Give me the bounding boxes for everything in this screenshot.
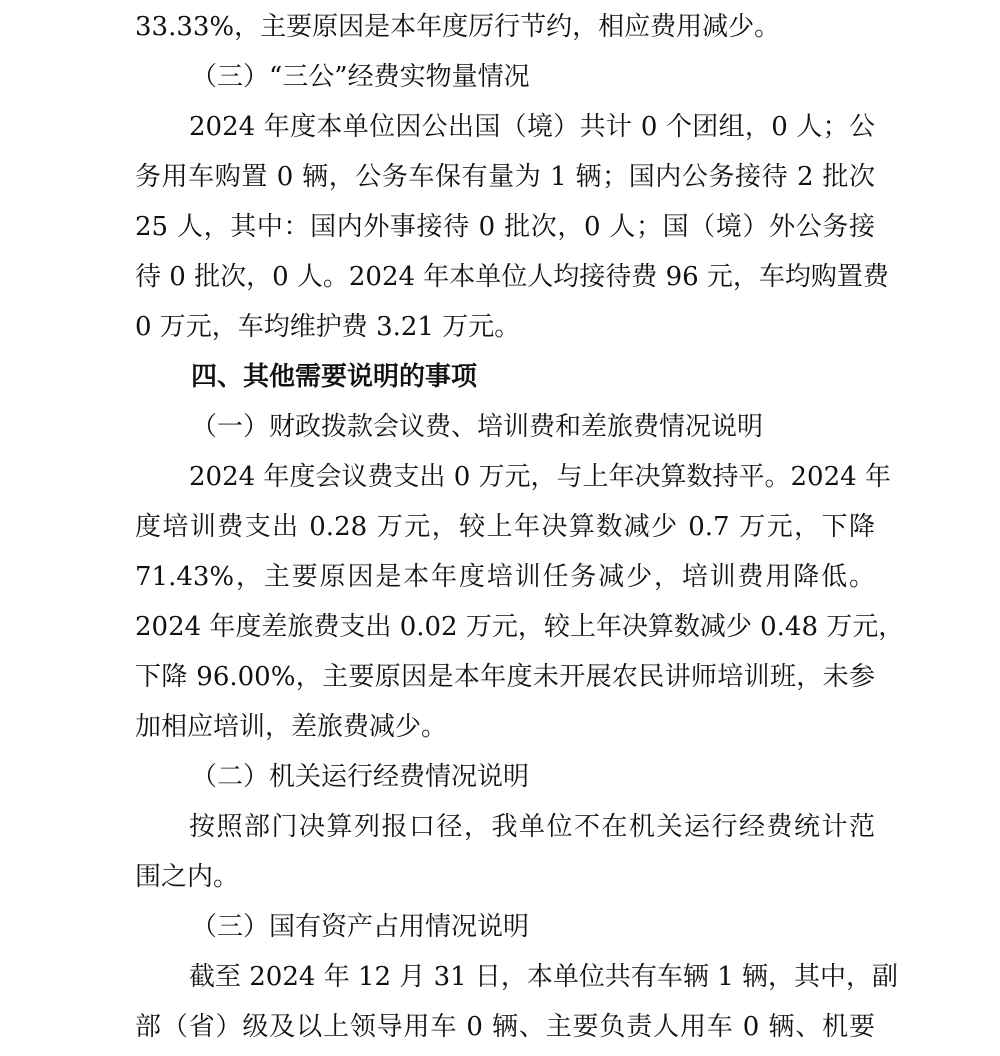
paragraph-line: 截至 2024 年 12 月 31 日，本单位共有车辆 1 辆，其中，副 [189, 962, 898, 992]
section-subheading: （一）财政拨款会议费、培训费和差旅费情况说明 [191, 412, 764, 442]
paragraph-line: 务用车购置 0 辆，公务车保有量为 1 辆；国内公务接待 2 批次 [135, 162, 875, 192]
paragraph-line: 0 万元，车均维护费 3.21 万元。 [135, 312, 521, 342]
section-subheading: （二）机关运行经费情况说明 [191, 762, 530, 792]
paragraph-line: 25 人，其中：国内外事接待 0 批次，0 人；国（境）外公务接 [135, 212, 875, 242]
paragraph-line: 33.33%，主要原因是本年度厉行节约，相应费用减少。 [135, 12, 781, 42]
paragraph-line: 度培训费支出 0.28 万元，较上年决算数减少 0.7 万元，下降 [135, 512, 875, 542]
paragraph-line: 按照部门决算列报口径，我单位不在机关运行经费统计范 [189, 812, 875, 842]
section-heading: 四、其他需要说明的事项 [191, 362, 478, 392]
paragraph-line: 71.43%，主要原因是本年度培训任务减少，培训费用降低。 [135, 562, 875, 592]
paragraph-line: 2024 年度会议费支出 0 万元，与上年决算数持平。2024 年 [189, 462, 891, 492]
paragraph-line: 2024 年度差旅费支出 0.02 万元，较上年决算数减少 0.48 万元， [135, 612, 905, 642]
paragraph-line: 加相应培训，差旅费减少。 [135, 712, 448, 742]
section-subheading: （三）“三公”经费实物量情况 [191, 62, 530, 92]
paragraph-line: 围之内。 [135, 862, 240, 892]
paragraph-line: 待 0 批次，0 人。2024 年本单位人均接待费 96 元，车均购置费 [135, 262, 889, 292]
section-subheading: （三）国有资产占用情况说明 [191, 912, 530, 942]
paragraph-line: 2024 年度本单位因公出国（境）共计 0 个团组，0 人；公 [189, 112, 875, 142]
paragraph-line: 下降 96.00%，主要原因是本年度未开展农民讲师培训班，未参 [135, 662, 875, 692]
paragraph-line: 部（省）级及以上领导用车 0 辆、主要负责人用车 0 辆、机要 [135, 1012, 875, 1042]
